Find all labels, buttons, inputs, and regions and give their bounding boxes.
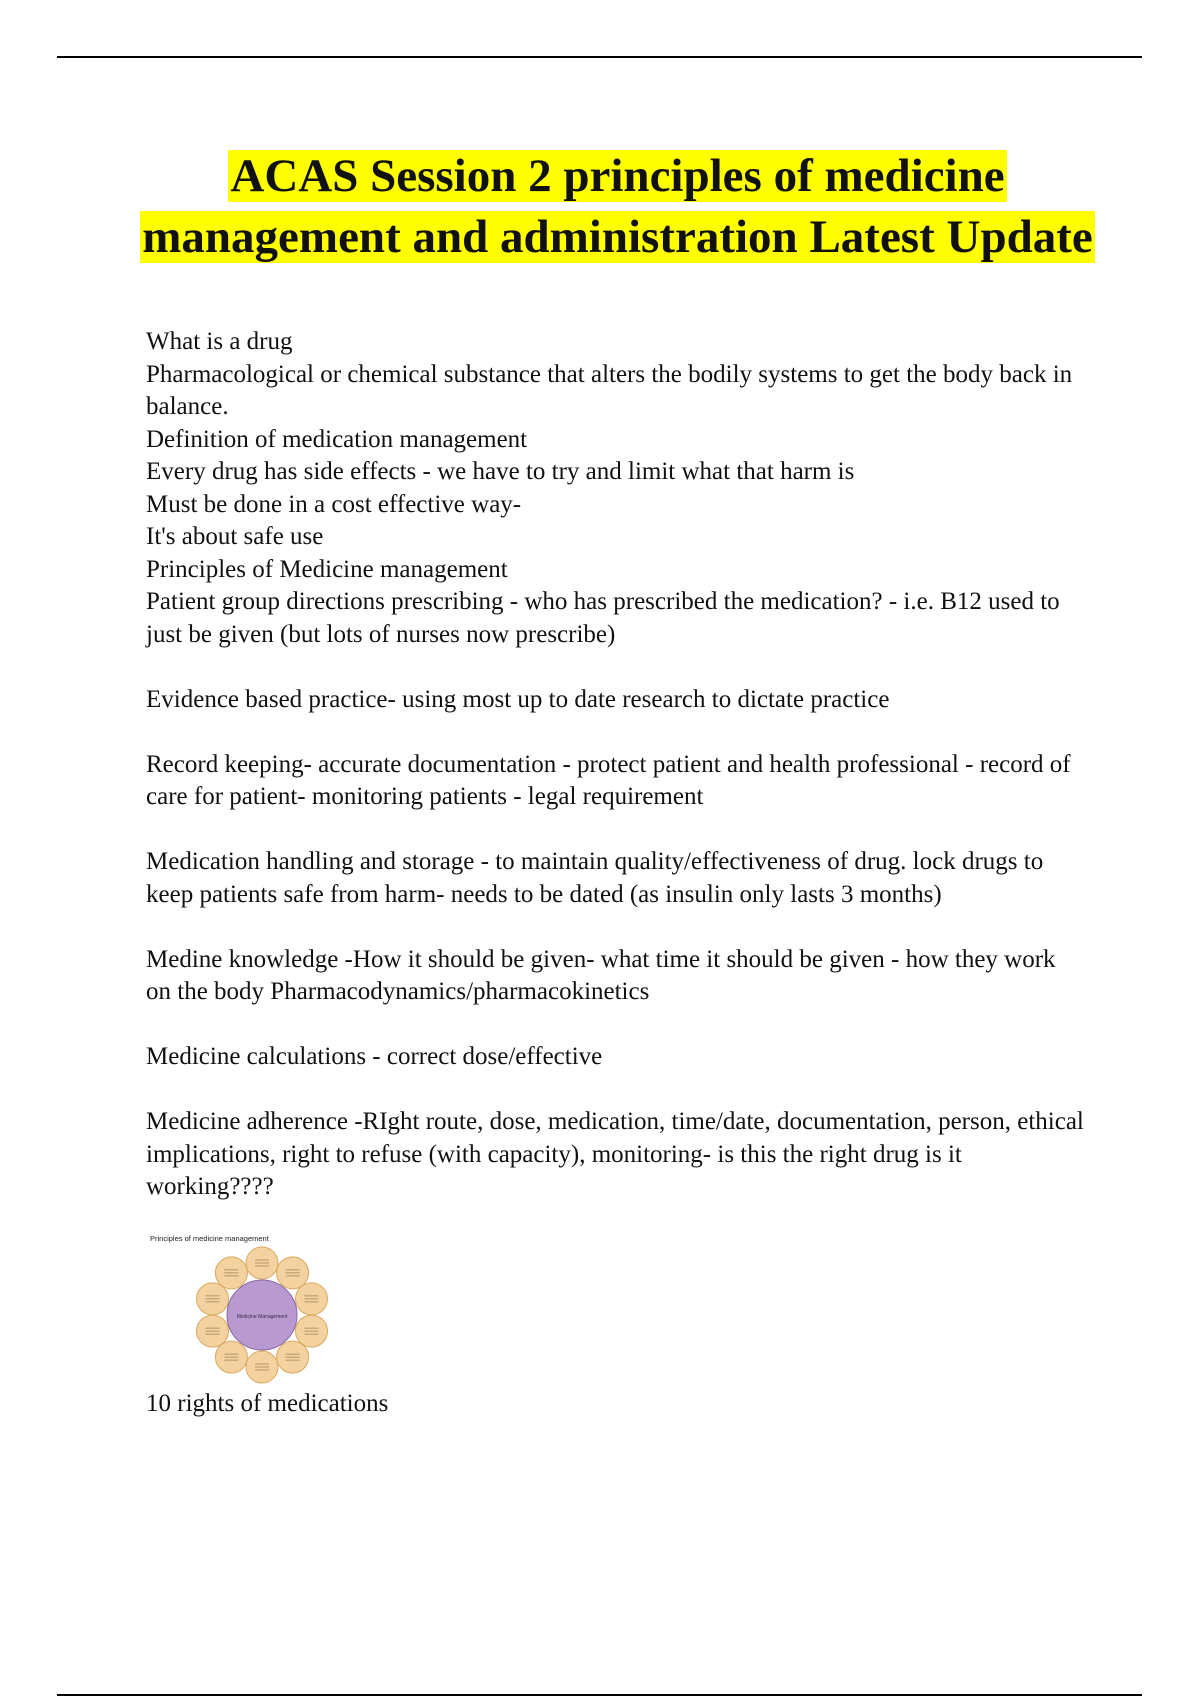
paragraph-gap	[146, 911, 1086, 944]
paragraph-calculations: Medicine calculations - correct dose/effective	[146, 1043, 603, 1070]
paragraph-evidence-based: Evidence based practice- using most up to date research to dictate practice	[146, 685, 890, 713]
document-body	[146, 326, 1086, 1204]
paragraph-adherence: Medicine adherence -RIght route, dose, medication, time/date, documentation, person, ethical implications, right to refuse (with capacity), monitoring- is this the right drug is it working????	[146, 1108, 1084, 1200]
paragraph-gap	[146, 716, 1086, 749]
bottom-rule	[57, 1694, 1142, 1696]
paragraph-gap	[146, 814, 1086, 847]
flower-diagram	[148, 1234, 338, 1386]
diagram-center-label: Medicine Management	[236, 1314, 288, 1320]
paragraph-record-keeping: Record keeping- accurate documentation - protect patient and health professional - record of care for patient- monitoring patients - legal requirement	[146, 750, 1071, 810]
paragraph-gap	[146, 1074, 1086, 1107]
diagram-caption: Principles of medicine management	[150, 1234, 269, 1243]
paragraph-gap	[146, 651, 1086, 684]
paragraph-medicine-knowledge: Medine knowledge -How it should be given- what time it should be given - how they work on the body Pharmacodynamics/pharmacokinetics	[146, 945, 1056, 1005]
body-line-drug-definition: Pharmacological or chemical substance that alters the bodily systems to get the body back in balance.	[146, 360, 1073, 420]
body-line-side-effects: Every drug has side effects - we have to try and limit what that harm is	[146, 458, 855, 485]
title-highlight: ACAS Session 2 principles of medicine management and administration Latest Update	[142, 150, 1093, 263]
top-rule	[57, 56, 1142, 58]
document-title	[100, 146, 1135, 268]
principles-diagram-image	[148, 1234, 338, 1386]
body-line-safe-use: It's about safe use	[146, 523, 324, 550]
body-line-principles-heading: Principles of Medicine management	[146, 555, 508, 583]
body-line-definition-heading: Definition of medication management	[146, 425, 528, 453]
body-line-what-is-drug: What is a drug	[146, 328, 293, 355]
paragraph-handling-storage: Medication handling and storage - to maintain quality/effectiveness of drug. lock drugs to keep patients safe from harm- needs to be dated (as insulin only lasts 3 months)	[146, 848, 1044, 908]
paragraph-gap	[146, 1009, 1086, 1042]
body-line-patient-group-directions: Patient group directions prescribing - who has prescribed the medication? - i.e. B12 used to just be given (but lots of nurses now prescribe)	[146, 588, 1060, 648]
rights-heading: 10 rights of medications	[146, 1390, 389, 1417]
body-line-cost-effective: Must be done in a cost effective way-	[146, 490, 522, 518]
